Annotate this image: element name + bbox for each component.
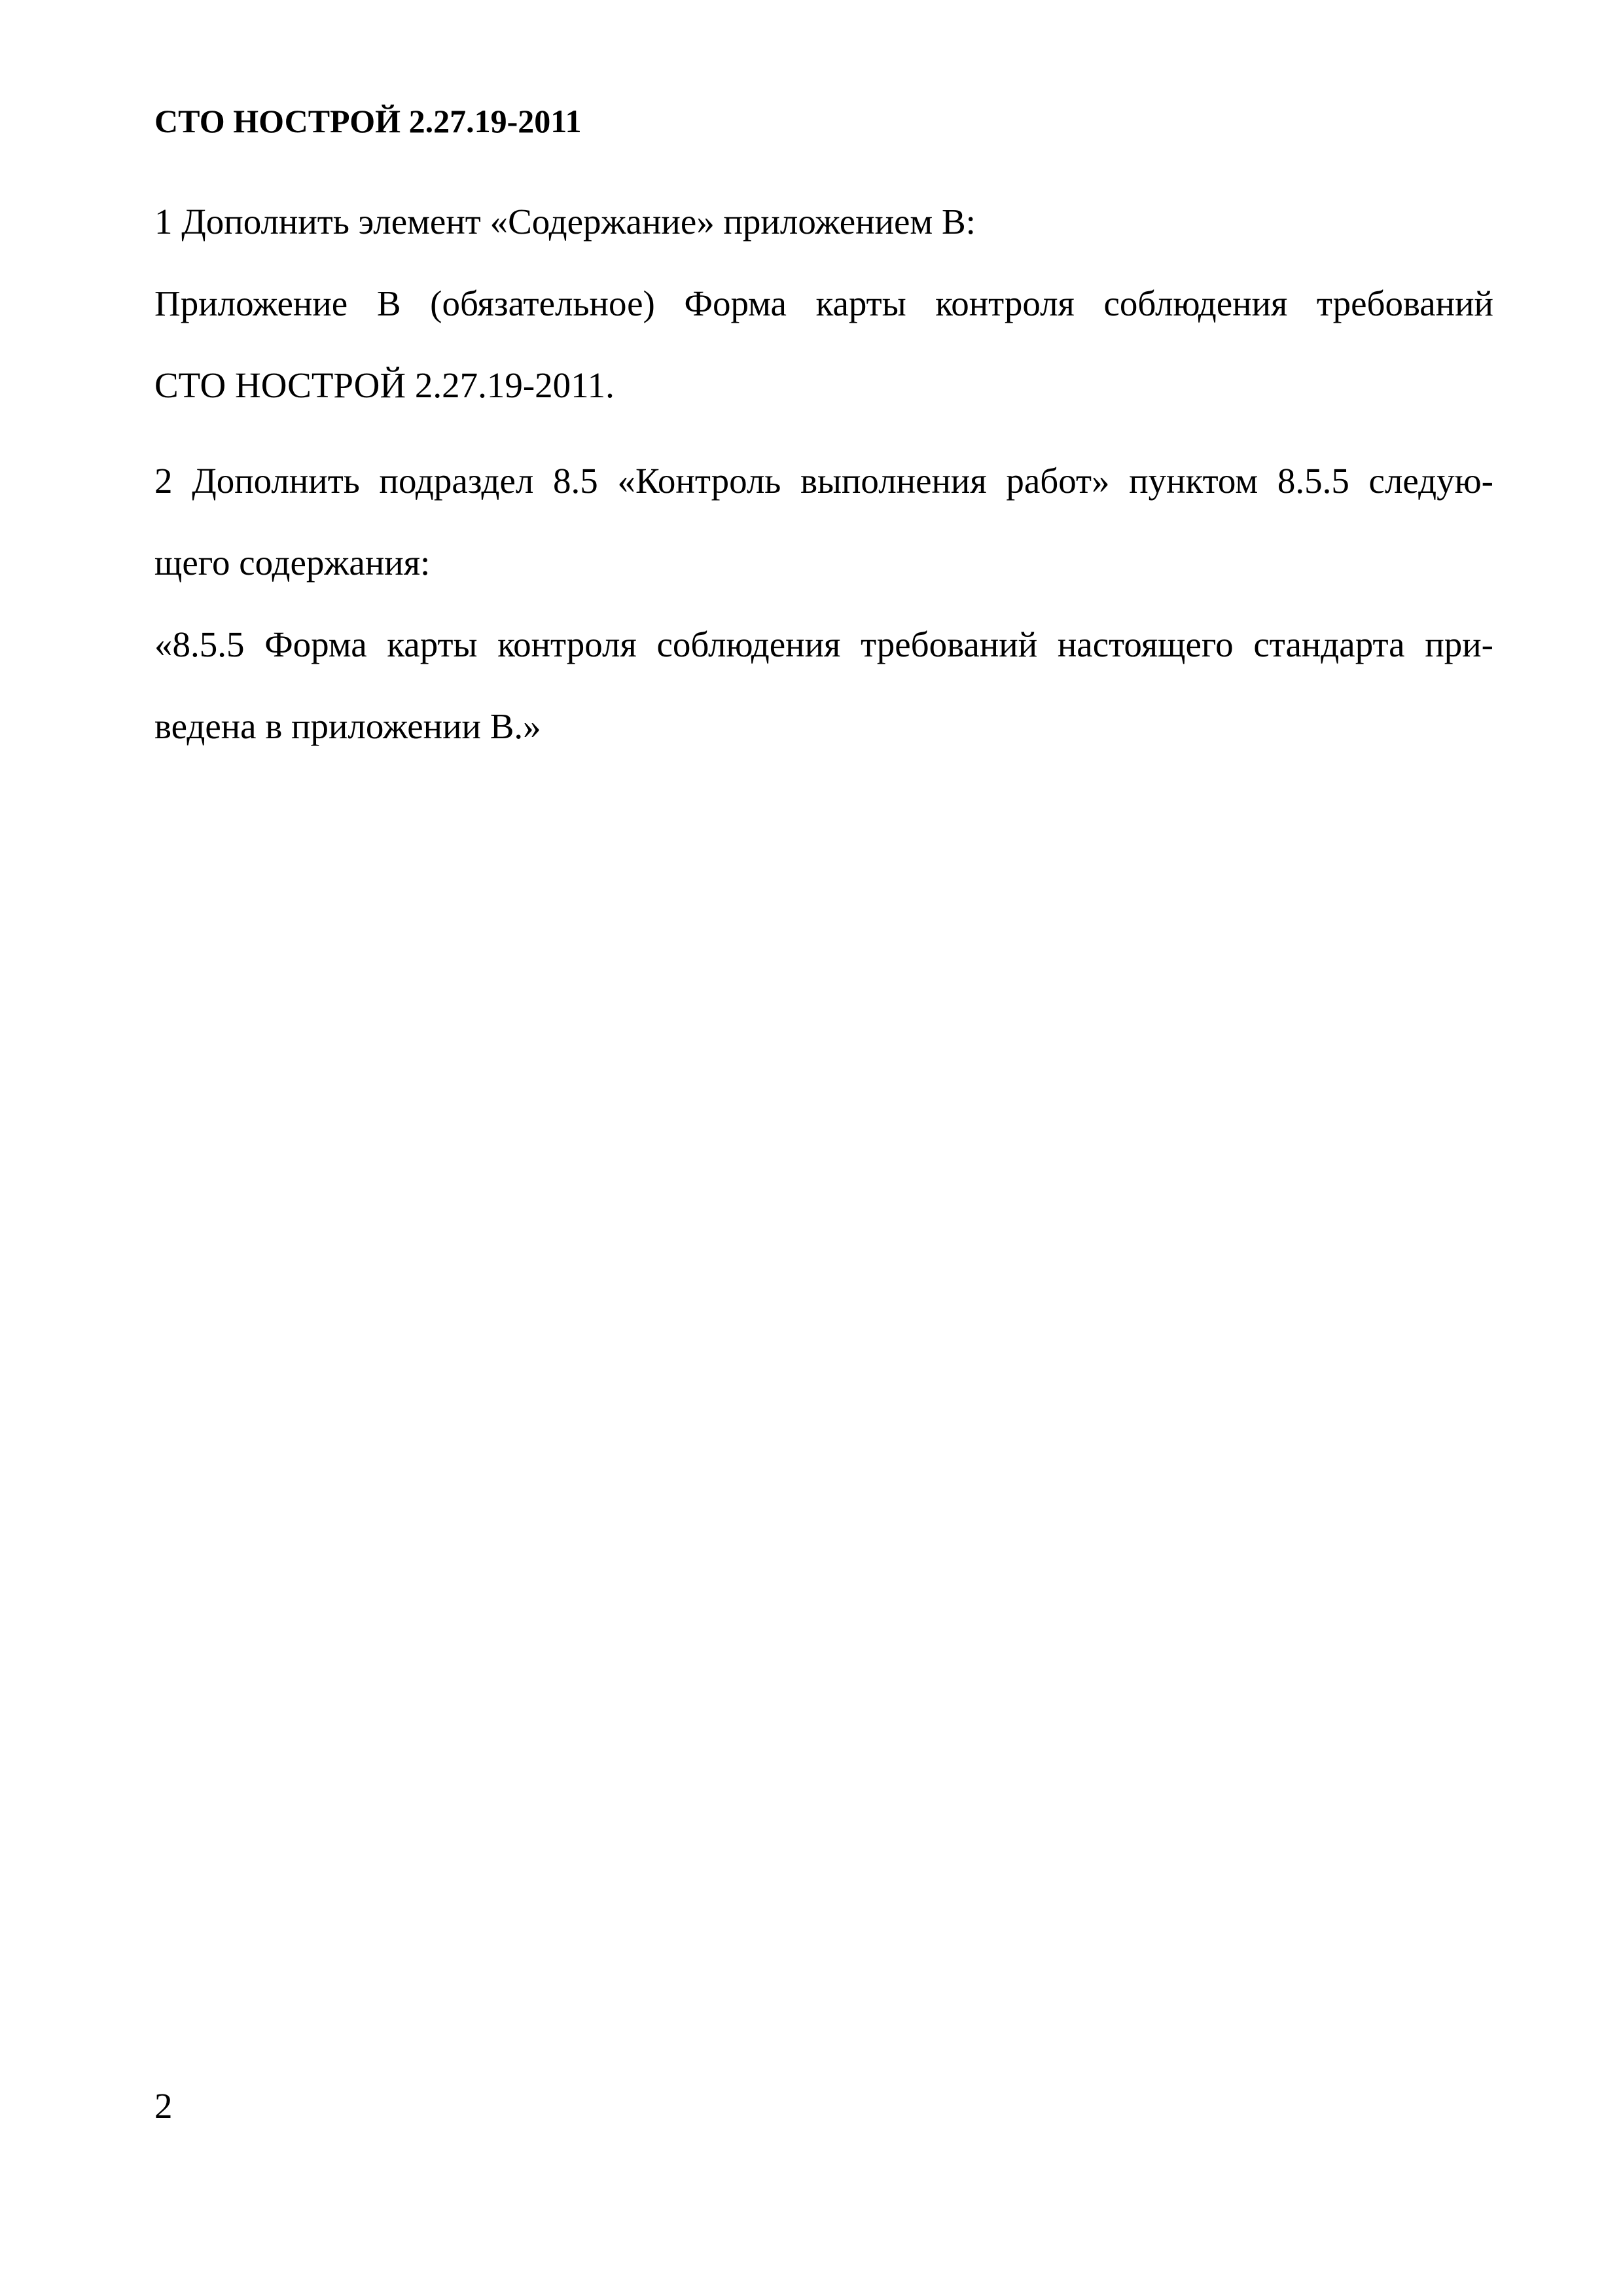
page-number: 2 bbox=[154, 2086, 173, 2126]
amendment-2-line-1: 2 Дополнить подраздел 8.5 «Контроль выполнения работ» пунктом 8.5.5 следую- bbox=[154, 461, 1493, 501]
amendment-1-line-2: Приложение В (обязательное) Форма карты контроля соблюдения требований bbox=[154, 283, 1493, 323]
amendment-1-line-1: 1 Дополнить элемент «Содержание» приложением В: bbox=[154, 202, 976, 242]
amendment-2-line-4: ведена в приложении В.» bbox=[154, 706, 541, 746]
amendment-2 bbox=[154, 440, 1493, 767]
amendment-2-line-2: щего содержания: bbox=[154, 543, 431, 583]
amendment-1 bbox=[154, 181, 1493, 426]
amendment-2-line-3: «8.5.5 Форма карты контроля соблюдения требований настоящего стандарта при- bbox=[154, 624, 1493, 664]
amendment-1-line-3: СТО НОСТРОЙ 2.27.19-2011. bbox=[154, 365, 615, 405]
document-header-title: СТО НОСТРОЙ 2.27.19-2011 bbox=[154, 103, 582, 139]
